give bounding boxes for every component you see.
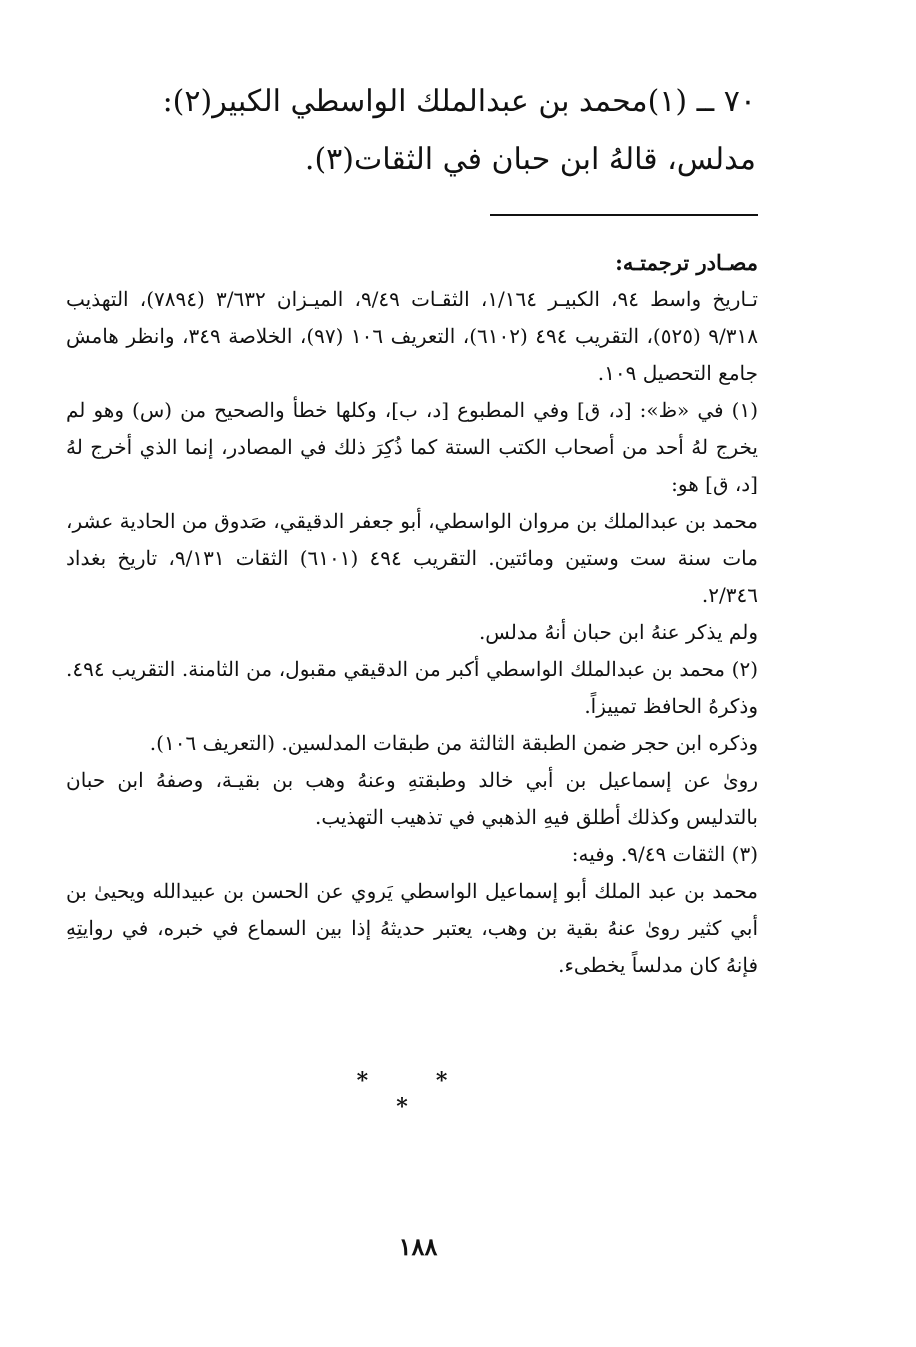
sources-heading: مصـادر ترجمتـه: [615,250,758,275]
footnote-2-narration: روىٰ عن إسماعيل بن أبي خالد وطبقتهِ وعنهُ وهب بن بقيـة، وصفهُ ابن حبان بالتدليس وكذلك أطلق فيهِ الذهبي في تذهيب التهذيب. [66,768,758,829]
footnote-1-text: (١) في «ظ»: [د، ق] وفي المطبوع [د، ب]، وكلها خطأ والصحيح من (س) وهو لم يخرج لهُ أحد من أصحاب الكتب الستة كما ذُكِرَ ذلك في المصادر، إنما الذي أخرج لهُ [د، ق] هو: [66,398,758,496]
footnote-separator [490,214,758,216]
entry-body-line: مدلس، قالهُ ابن حبان في الثقات(٣). [304,142,756,177]
entry-title-line: ٧٠ ــ (١)محمد بن عبدالملك الواسطي الكبير(٢): [162,84,756,119]
section-ornament: * * * [356,1068,478,1120]
footnote-2-tabaqat: وذكره ابن حجر ضمن الطبقة الثالثة من طبقات المدلسين. (التعريف ١٠٦). [149,731,758,755]
footnote-1-remark: ولم يذكر عنهُ ابن حبان أنهُ مدلس. [478,620,758,644]
footnote-1-narrator: محمد بن عبدالملك بن مروان الواسطي، أبو جعفر الدقيقي، صَدوق من الحادية عشر، مات سنة ست وستين ومائتين. التقريب ٤٩٤ (٦١٠١) الثقات ٩/١٣١، تاريخ بغداد ٢/٣٤٦. [66,509,758,607]
footnote-3-text: (٣) الثقات ٩/٤٩. وفيه: [571,842,758,866]
footnotes-section [66,244,758,984]
footnote-3-quote: محمد بن عبد الملك أبو إسماعيل الواسطي يَروي عن الحسن بن عبيدالله ويحيىٰ بن أبي كثير روىٰ عنهُ بقية بن وهب، يعتبر حديثهُ إذا بين السماع في خبره، في روايتِهِ فإنهُ كان مدلساً يخطىء. [66,879,758,977]
sources-text: تـاريخ واسط ٩٤، الكبيـر ١/١٦٤، الثقـات ٩/٤٩، الميـزان ٣/٦٣٢ (٧٨٩٤)، التهذيب ٩/٣١٨ (٥٢٥)، التقريب ٤٩٤ (٦١٠٢)، التعريف ١٠٦ (٩٧)، الخلاصة ٣٤٩، وانظر هامش جامع التحصيل ١٠٩. [66,287,758,385]
page-number: ١٨٨ [398,1232,438,1261]
footnote-2-text: (٢) محمد بن عبدالملك الواسطي أكبر من الدقيقي مقبول، من الثامنة. التقريب ٤٩٤. وذكرهُ الحافظ تمييزاً. [66,657,758,718]
